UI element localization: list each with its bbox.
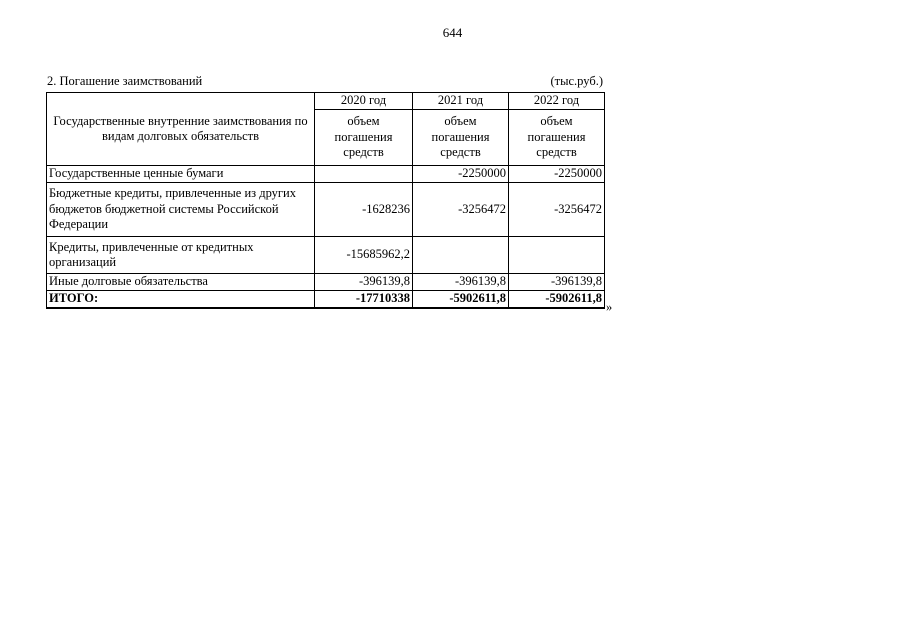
section-heading [47,74,603,91]
row-label: Бюджетные кредиты, привлеченные из других бюджетов бюджетной системы Российской Федерации [47,183,315,237]
row-value-2021 [413,237,509,274]
row-value-2020: -15685962,2 [315,237,413,274]
total-value-2022: -5902611,8 [509,291,605,308]
total-label: ИТОГО: [47,291,315,308]
row-value-2022: -3256472 [509,183,605,237]
row-value-2020: -1628236 [315,183,413,237]
table-total-row [47,291,605,308]
total-value-2021: -5902611,8 [413,291,509,308]
row-label: Кредиты, привлеченные от кредитных организаций [47,237,315,274]
year-header-2021: 2021 год [413,93,509,110]
row-value-2021: -3256472 [413,183,509,237]
row-value-2022: -2250000 [509,166,605,183]
row-value-2020 [315,166,413,183]
row-value-2021: -2250000 [413,166,509,183]
units-label: (тыс.руб.) [550,74,603,88]
row-value-2020: -396139,8 [315,274,413,291]
row-label: Иные долговые обязательства [47,274,315,291]
measure-header-2020: объем погашения средств [315,110,413,166]
table-row [47,166,605,183]
row-value-2022 [509,237,605,274]
row-value-2022: -396139,8 [509,274,605,291]
header-label-cell: Государственные внутренние заимствования по видам долговых обязательств [47,93,315,166]
table-row [47,237,605,274]
table-header-row [47,93,605,110]
measure-header-2021: объем погашения средств [413,110,509,166]
year-header-2020: 2020 год [315,93,413,110]
row-value-2021: -396139,8 [413,274,509,291]
measure-header-2022: объем погашения средств [509,110,605,166]
section-title: 2. Погашение заимствований [47,74,203,88]
page-number: 644 [442,25,463,40]
table-row [47,183,605,237]
table-row [47,274,605,291]
year-header-2022: 2022 год [509,93,605,110]
borrowing-repayment-table [46,92,605,309]
total-value-2020: -17710338 [315,291,413,308]
row-label: Государственные ценные бумаги [47,166,315,183]
closing-quote-mark: » [606,300,613,314]
